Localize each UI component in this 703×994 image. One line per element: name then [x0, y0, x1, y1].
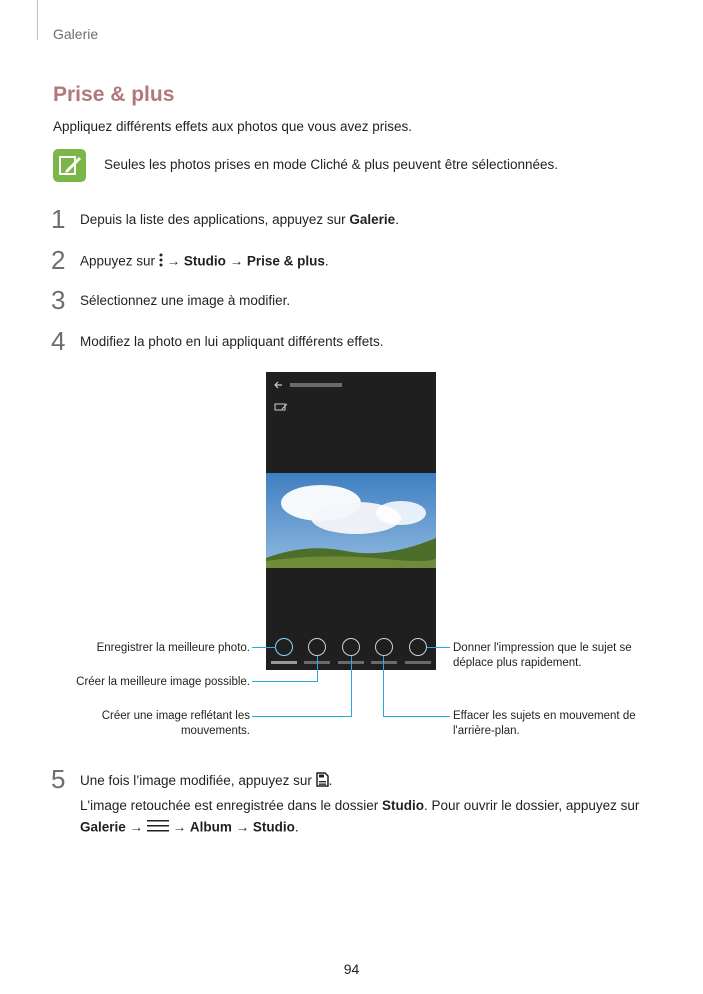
drama-shot-tool-icon[interactable]	[342, 638, 360, 656]
callout-motion: Créer une image reflétant les mouvements.	[101, 710, 250, 737]
save-icon	[316, 772, 329, 791]
callout-line	[317, 656, 318, 682]
step-number: 5	[51, 764, 66, 794]
best-photo-tool-icon[interactable]	[275, 638, 293, 656]
more-options-icon	[159, 253, 163, 271]
callout-best-face: Créer la meilleure image possible.	[76, 676, 250, 688]
step-4-text: Modifiez la photo en lui appliquant différents effets.	[80, 334, 384, 349]
phone-screenshot	[266, 372, 436, 670]
callout-line	[351, 656, 352, 717]
step-number: 4	[51, 326, 66, 356]
callout-line	[252, 716, 352, 717]
step-1-text: Depuis la liste des applications, appuyez sur Galerie.	[80, 212, 399, 227]
step-number: 1	[51, 204, 66, 234]
phone-app-bar	[266, 372, 436, 402]
tool-label	[271, 661, 297, 664]
panning-shot-tool-icon[interactable]	[409, 638, 427, 656]
step-5-text: Une fois l’image modifiée, appuyez sur .	[80, 772, 332, 791]
sample-photo	[266, 473, 436, 568]
callout-best-photo: Enregistrer la meilleure photo.	[96, 642, 250, 654]
tool-label	[405, 661, 431, 664]
step-2-text: Appuyez sur → Studio → Prise & plus.	[80, 253, 329, 271]
callout-panning: Donner l'impression que le sujet se déplace plus rapidement.	[453, 642, 632, 669]
eraser-tool-icon[interactable]	[375, 638, 393, 656]
step-5-detail: L'image retouchée est enregistrée dans le dossier Studio. Pour ouvrir le dossier, appuyez sur	[80, 798, 640, 813]
best-face-tool-icon[interactable]	[308, 638, 326, 656]
step-5-path: Galerie → → Album → Studio.	[80, 819, 299, 837]
tool-label	[371, 661, 397, 664]
callout-line	[383, 716, 450, 717]
step-3-text: Sélectionnez une image à modifier.	[80, 293, 291, 308]
step-number: 2	[51, 245, 66, 275]
callout-line	[252, 647, 276, 648]
note-text: Seules les photos prises en mode Cliché & plus peuvent être sélectionnées.	[104, 157, 559, 172]
page-number: 94	[343, 961, 360, 977]
menu-icon	[147, 819, 169, 837]
callout-line	[427, 647, 450, 648]
note-pencil-icon	[53, 149, 86, 182]
section-header: Galerie	[53, 26, 99, 42]
callout-line	[252, 681, 318, 682]
step-number: 3	[51, 285, 66, 315]
callout-eraser: Effacer les sujets en mouvement de l'arrière-plan.	[453, 710, 636, 737]
callout-line	[383, 656, 384, 717]
intro-text: Appliquez différents effets aux photos que vous avez prises.	[53, 119, 412, 134]
page-title: Prise & plus	[53, 83, 175, 106]
header-rule	[37, 0, 38, 40]
